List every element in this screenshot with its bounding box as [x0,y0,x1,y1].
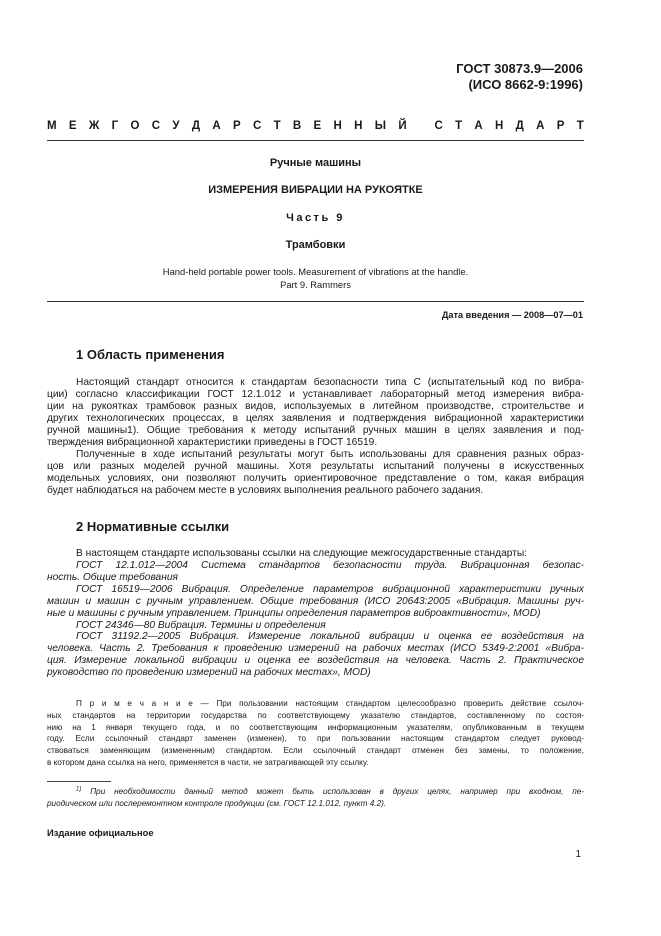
footnote-rule [47,781,111,782]
text-line: ных стандартов на территории государства по соответствующему указателю стандартов, составленному по состоя- [47,710,584,720]
standard-type-letter [419,120,422,132]
iso-code: (ИСО 8662-9:1996) [468,77,583,92]
standard-type-letter: Р [232,120,241,132]
standard-type-letter: У [172,120,180,132]
standard-type-letter: С [434,120,443,132]
intro-date: Дата введения — 2008—07—01 [441,310,583,320]
standard-type-letter: Д [515,120,524,132]
edition-label: Издание официальное [47,827,154,838]
text-line: ствоваться заменяющим (измененным) стандартом. Если ссылочный стандарт отменен без замены, то положение, [47,746,584,756]
standard-type-letter: Г [111,120,119,132]
title-line1: Ручные машины [269,157,362,169]
text-line: других технологических процессах, в целях заявления и подтверждения вибрационной характеристики [47,412,584,424]
references-note [47,698,584,769]
section2-intro: В настоящем стандарте использованы ссылки на следующие межгосударственные стандарты: [76,548,528,559]
standard-type-letter: А [212,120,221,132]
title-subject: Трамбовки [285,239,346,251]
standard-type-letter: Р [556,120,565,132]
text-line: Настоящий стандарт относится к стандартам безопасности типа С (испытательный код по вибра- [76,377,584,388]
text-line: в котором дана ссылка на него, применяется в части, не затрагивающей эту ссылку. [47,757,369,767]
title-rule [47,301,584,302]
reference-line: машин и машин с ручным управлением. Общие требования (ИСО 20643:2005 «Вибрация. Машины руч- [47,595,584,607]
standard-type-letter: В [292,120,302,132]
standard-type-letter: Н [333,120,342,132]
standard-type-letter: Е [313,120,322,132]
reference-line: ГОСТ 12.1.012—2004 Система стандартов безопасности труда. Вибрационная безопас- [76,560,584,571]
section1-heading: 1 Область применения [76,347,225,362]
header-rule [47,140,584,141]
title-en-line2: Part 9. Rammers [280,279,351,290]
footnote [47,786,584,810]
reference-line: ция. Измерение локальной вибрации и оценка ее воздействия на человека. Часть 2. Практическое [47,655,584,667]
reference-line: руководство по проведению измерений на рабочих местах», MOD) [47,667,371,679]
text-line: цов или разных моделей ручной машины. Хотя результаты испытаний получены в искусственных [47,460,584,472]
title-en-line1: Hand-held portable power tools. Measurement of vibrations at the handle. [162,266,469,277]
text-line: тверждения вибрационной характеристики приведены в ГОСТ 16519. [47,436,378,448]
section1-paragraph1 [47,377,584,448]
standard-type-letter: А [536,120,545,132]
standard-type-letter: М [47,120,57,132]
standard-type-letter: С [151,120,161,132]
title-line2: ИЗМЕРЕНИЯ ВИБРАЦИИ НА РУКОЯТКЕ [208,184,423,196]
text-line: ручной машины1). Общие требования к методу испытаний ручных машин в целях заявления и под- [47,424,584,436]
standard-type-letter: Ы [374,120,387,132]
standard-type-letter: Ж [88,120,100,132]
standard-type-letter: Н [354,120,363,132]
standard-type-letter: С [252,120,262,132]
reference-line: ГОСТ 31192.2—2005 Вибрация. Измерение локальной вибрации и оценка ее воздействия на [76,631,584,643]
text-line: ции) согласно классификации ГОСТ 12.1.012 и устанавливает лабораторный метод измерения вибра- [47,388,584,400]
section2-heading: 2 Нормативные ссылки [76,519,230,534]
footnote-line2: риодическом или послеремонтном контроле продукции (см. ГОСТ 12.1.012, пункт 4.2). [47,798,387,808]
reference-line: ность. Общие требования [47,571,178,583]
reference-line: ные и машины с ручным управлением. Принципы определения параметров виброактивности», MOD) [47,607,541,619]
standard-type-letter: Е [68,120,77,132]
standard-type-letter: Д [191,120,201,132]
standard-type-letter: Т [455,120,463,132]
standard-type-letter: О [130,120,140,132]
reference-line: человека. Часть 2. Требования к проведению измерений на рабочих местах (ИСО 5349-2:2001 «Вибра- [47,643,584,655]
gost-code: ГОСТ 30873.9—2006 [456,61,583,76]
text-line: Полученные в ходе испытаний результаты могут быть использованы для сравнения разных образ- [76,449,584,460]
standard-type-letter: Т [273,120,281,132]
standard-type-letter: А [474,120,483,132]
reference-line: ГОСТ 24346—80 Вибрация. Термины и определения [76,619,326,631]
text-line: ции на рукоятках трамбовок разных видов, используемых в литейном производстве, строительстве и [47,400,584,412]
footnote-mark: 1) [76,786,82,793]
standard-type-heading [47,120,584,132]
text-line: модельных условиях, они позволяют получить ориентировочное представление о том, какая вибрация [47,472,584,484]
standard-type-letter: Т [576,120,584,132]
standard-type-letter: Й [398,120,407,132]
standard-type-letter: Н [495,120,504,132]
text-line: году. Если ссылочный стандарт заменен (изменен), то при пользовании настоящим стандартом следует руковод- [47,734,584,744]
section1-paragraph2 [47,449,584,497]
page-number: 1 [575,849,581,860]
text-line: нию на 1 января текущего года, и по соответствующим информационным указателям, опубликованным в текущем [47,722,584,732]
text-line: будет наблюдаться на рабочем месте в условиях выполнения реального рабочего задания. [47,484,484,496]
title-part: Часть 9 [286,212,345,224]
text-line: П р и м е ч а н и е — При пользовании настоящим стандартом целесообразно проверить действие ссылоч- [76,699,584,708]
footnote-line1: При необходимости данный метод может быть использован в других целях, например при входном, пе- [90,787,584,796]
references-list [47,560,584,679]
reference-line: ГОСТ 16519—2006 Вибрация. Определение параметров вибрационной характеристики ручных [76,583,584,595]
